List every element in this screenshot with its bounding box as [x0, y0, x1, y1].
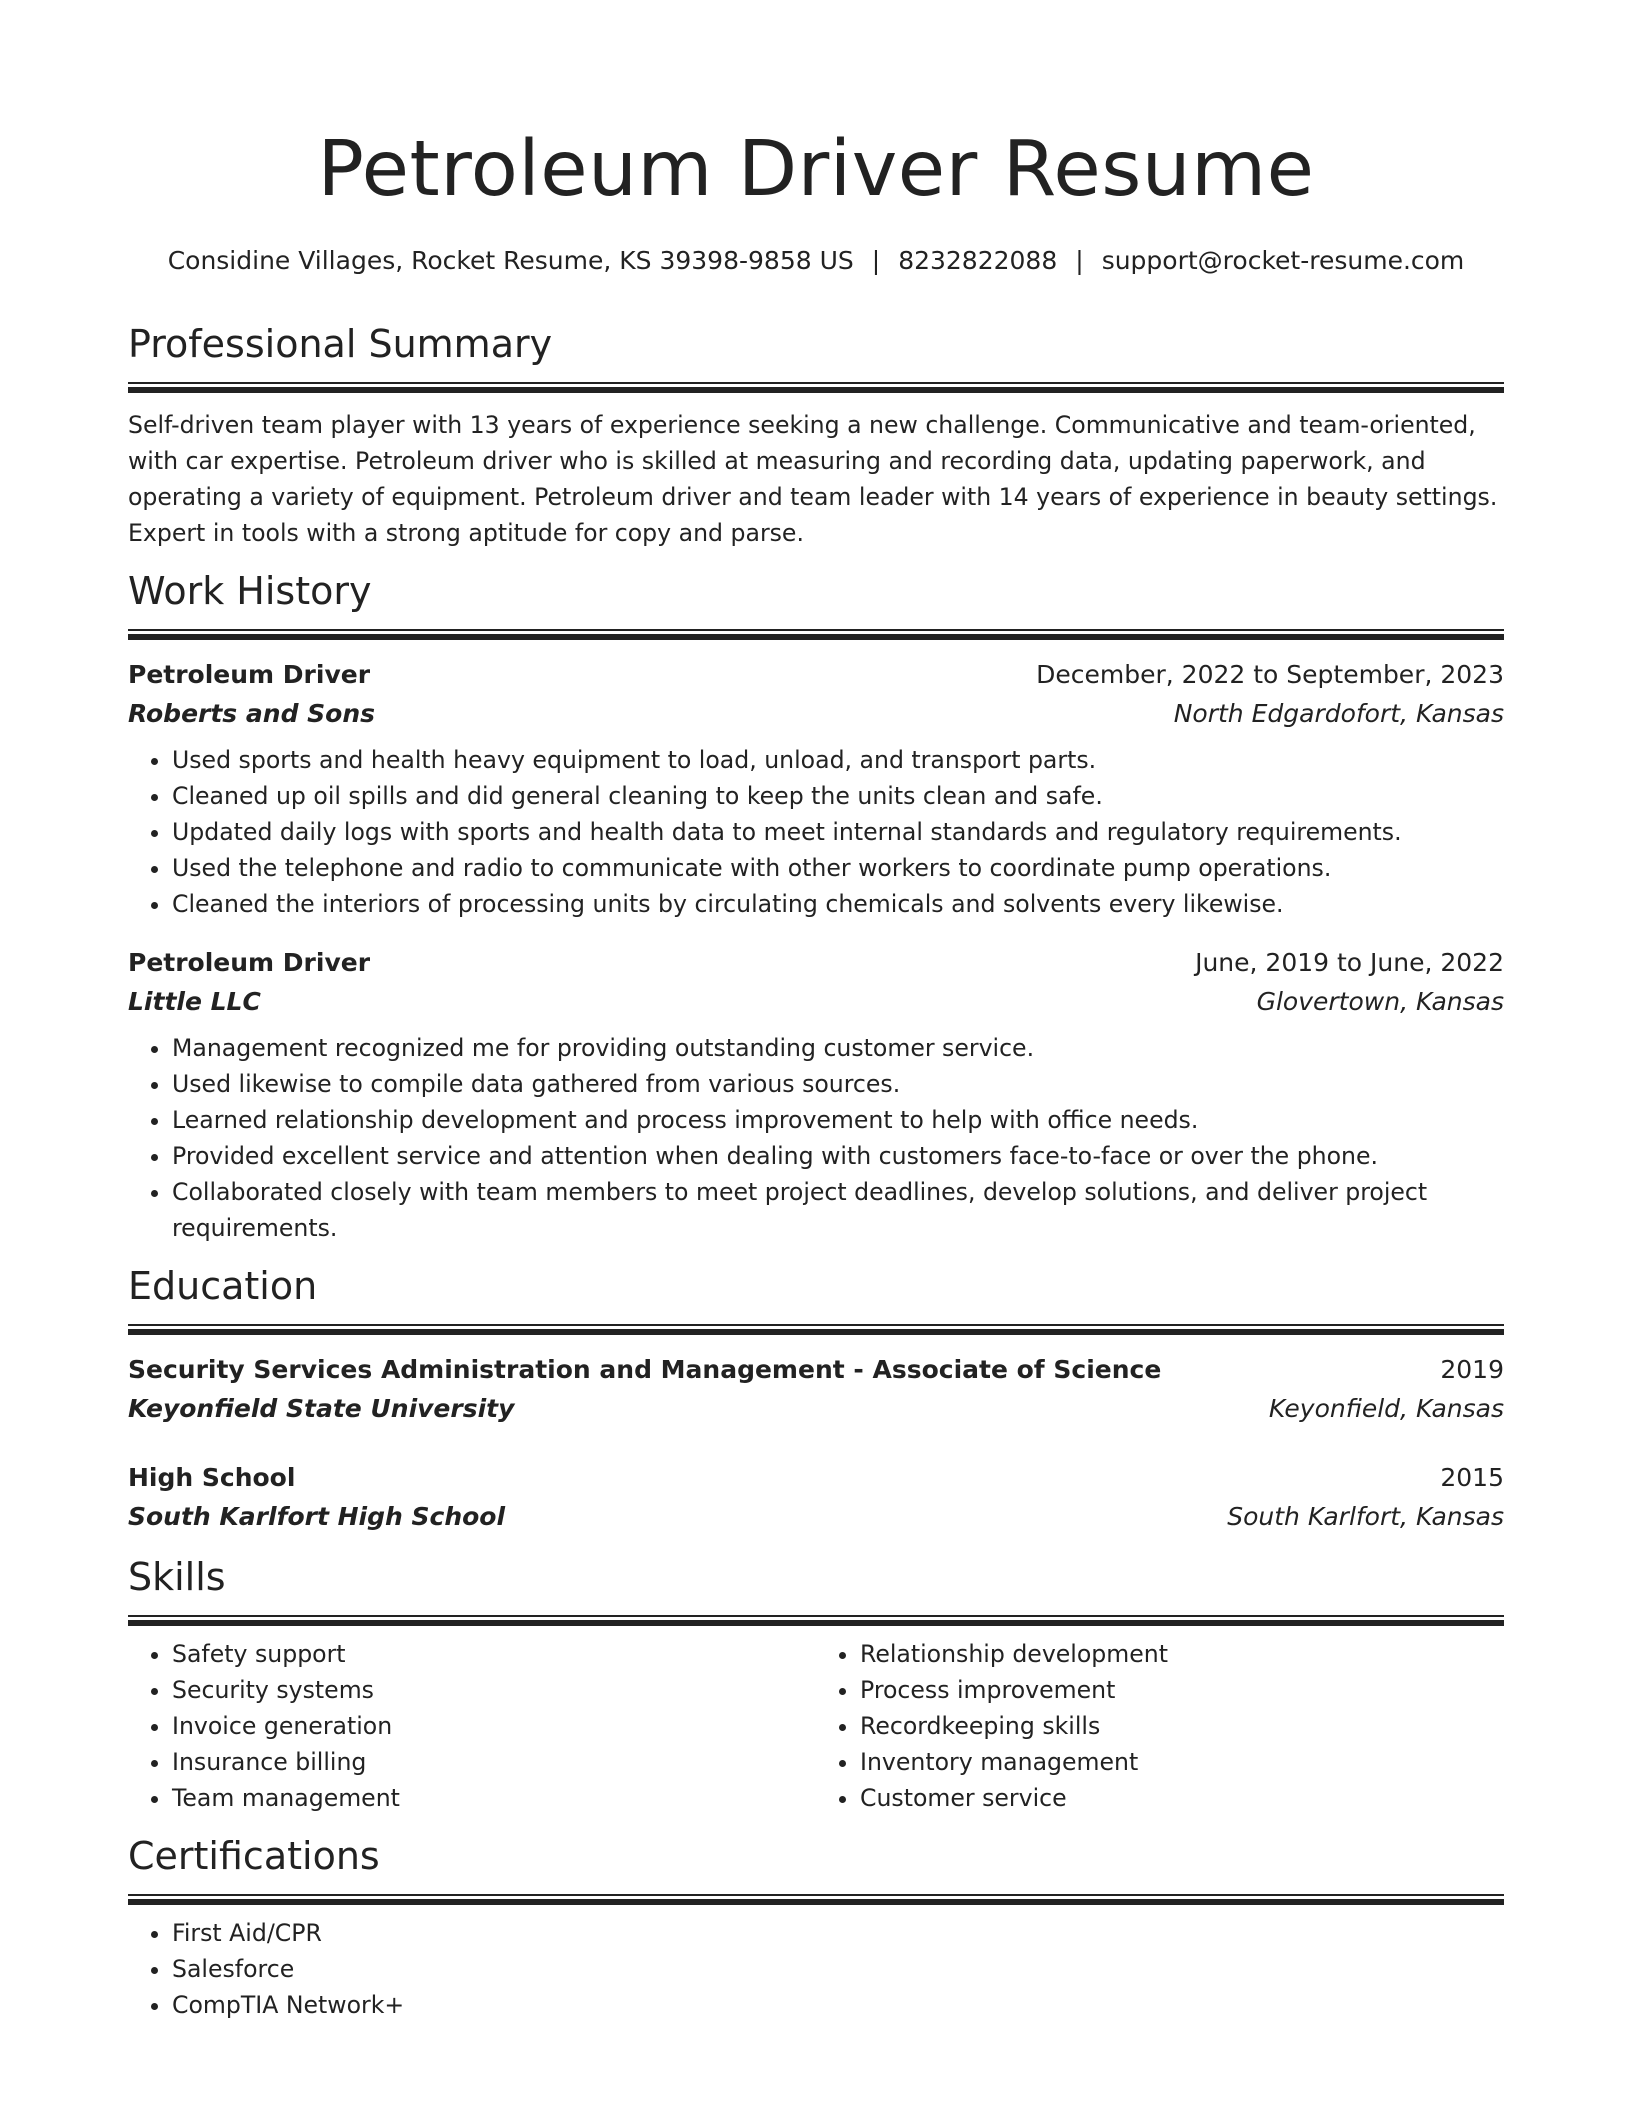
job-bullets [128, 742, 1504, 922]
section-divider [128, 1615, 1504, 1626]
education-subheader [128, 1497, 1504, 1537]
summary-section [128, 320, 1504, 551]
list-item: • Management recognized me for providing outstanding customer service. [172, 1030, 1504, 1066]
list-item: • Salesforce [172, 1951, 1504, 1987]
list-item: • Customer service [860, 1780, 1504, 1816]
list-item: • Learned relationship development and process improvement to help with office needs. [172, 1102, 1504, 1138]
education-subheader [128, 1389, 1504, 1429]
education-entry [128, 1459, 1504, 1537]
list-item: • First Aid/CPR [172, 1915, 1504, 1951]
education-section [128, 1262, 1504, 1537]
education-location: Keyonfield, Kansas [1268, 1394, 1504, 1423]
job-dates: December, 2022 to September, 2023 [1036, 660, 1504, 689]
job-company: Roberts and Sons [128, 699, 376, 728]
section-divider [128, 1324, 1504, 1335]
list-item: • Used sports and health heavy equipment to load, unload, and transport parts. [172, 742, 1504, 778]
job-subheader [128, 982, 1504, 1022]
job-location: Glovertown, Kansas [1256, 987, 1504, 1016]
education-location: South Karlfort, Kansas [1227, 1502, 1504, 1531]
summary-text: Self-driven team player with 13 years of experience seeking a new challenge. Communicative and team-oriented, with car expertise. Petroleum driver who is skilled at measuring and recording data, updating paperwork, and operating a variety of equipment. Petroleum driver and team leader with 14 years of experience in beauty settings. Expert in tools with a strong aptitude for copy and parse. [128, 411, 1498, 547]
list-item: • Updated daily logs with sports and health data to meet internal standards and regulatory requirements. [172, 814, 1504, 850]
list-item: • Invoice generation [172, 1708, 816, 1744]
education-school: Keyonfield State University [128, 1394, 515, 1423]
page-title: Petroleum Driver Resume [317, 125, 1315, 214]
list-item: • Safety support [172, 1636, 816, 1672]
job-entry [128, 944, 1504, 1246]
list-item: • Cleaned the interiors of processing units by circulating chemicals and solvents every likewise. [172, 886, 1504, 922]
section-divider [128, 382, 1504, 393]
section-heading-education: Education [128, 1264, 318, 1308]
list-item: • Used the telephone and radio to communicate with other workers to coordinate pump operations. [172, 850, 1504, 886]
education-entry [128, 1351, 1504, 1429]
list-item: • Team management [172, 1780, 816, 1816]
job-location: North Edgardofort, Kansas [1173, 699, 1504, 728]
job-title: Petroleum Driver [128, 948, 371, 977]
job-bullets [128, 1030, 1504, 1246]
skills-section [128, 1553, 1504, 1816]
job-company: Little LLC [128, 987, 261, 1016]
job-title: Petroleum Driver [128, 660, 371, 689]
skills-columns [128, 1636, 1504, 1816]
education-year: 2019 [1440, 1355, 1504, 1384]
section-divider [128, 629, 1504, 640]
education-header [128, 1459, 1504, 1497]
skills-list-right [816, 1636, 1504, 1816]
list-item: • Process improvement [860, 1672, 1504, 1708]
list-item: • Relationship development [860, 1636, 1504, 1672]
job-subheader [128, 694, 1504, 734]
section-heading-skills: Skills [128, 1555, 226, 1599]
job-entry [128, 656, 1504, 922]
section-divider [128, 1894, 1504, 1905]
contact-phone: 8232822088 [898, 246, 1058, 275]
list-item: • Security systems [172, 1672, 816, 1708]
education-school: South Karlfort High School [128, 1502, 506, 1531]
list-item: • Cleaned up oil spills and did general cleaning to keep the units clean and safe. [172, 778, 1504, 814]
contact-address: Considine Villages, Rocket Resume, KS 39398-9858 US [167, 246, 854, 275]
education-degree: Security Services Administration and Management - Associate of Science [128, 1355, 1162, 1384]
contact-separator: | [1075, 246, 1084, 275]
list-item: • Recordkeeping skills [860, 1708, 1504, 1744]
job-header [128, 944, 1504, 982]
certifications-section [128, 1832, 1504, 2023]
section-heading-certifications: Certifications [128, 1834, 380, 1878]
contact-separator: | [871, 246, 881, 275]
contact-line [128, 244, 1504, 278]
education-degree: High School [128, 1463, 296, 1492]
job-dates: June, 2019 to June, 2022 [1195, 948, 1504, 977]
section-heading-summary: Professional Summary [128, 322, 553, 366]
list-item: • Inventory management [860, 1744, 1504, 1780]
work-history-section [128, 567, 1504, 1246]
skills-list-left [128, 1636, 816, 1816]
education-year: 2015 [1440, 1463, 1504, 1492]
list-item: • Used likewise to compile data gathered from various sources. [172, 1066, 1504, 1102]
job-header [128, 656, 1504, 694]
certifications-list [128, 1915, 1504, 2023]
list-item: • Provided excellent service and attention when dealing with customers face-to-face or over the phone. [172, 1138, 1504, 1174]
education-header [128, 1351, 1504, 1389]
section-heading-work: Work History [128, 569, 372, 613]
list-item: • Insurance billing [172, 1744, 816, 1780]
contact-email[interactable]: support@rocket-resume.com [1101, 246, 1465, 275]
list-item: • CompTIA Network+ [172, 1987, 1504, 2023]
list-item: • Collaborated closely with team members to meet project deadlines, develop solutions, and deliver project requirements. [172, 1174, 1504, 1246]
